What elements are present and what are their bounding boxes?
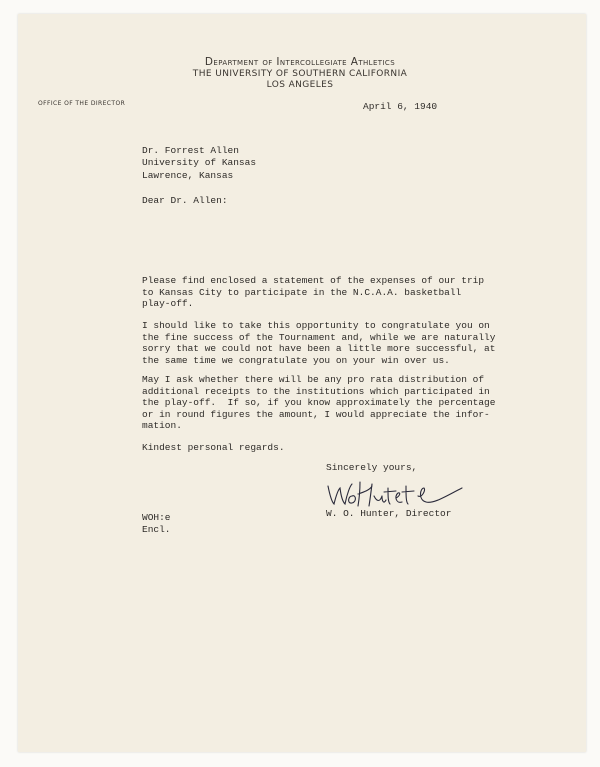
closing-remark: Kindest personal regards.	[142, 442, 285, 453]
recipient-city: Lawrence, Kansas	[142, 169, 234, 181]
salutation: Dear Dr. Allen:	[142, 195, 228, 206]
office-label: OFFICE OF THE DIRECTOR	[38, 100, 126, 107]
signer-name: W. O. Hunter, Director	[326, 508, 452, 519]
letterhead-department: Department of Intercollegiate Athletics	[204, 56, 396, 68]
recipient-address	[142, 145, 256, 182]
recipient-institution: University of Kansas	[142, 157, 257, 169]
letterhead-university: THE UNIVERSITY OF SOUTHERN CALIFORNIA	[192, 69, 408, 79]
recipient-name: Dr. Forrest Allen	[142, 145, 239, 156]
handwritten-signature	[322, 474, 472, 510]
paragraph-2: I should like to take this opportunity to congratulate you on the fine success of the Tournament and, while we are naturally sorry that we could not have been a little more successful, at the same time we congratulate you on your win over us.	[142, 320, 496, 366]
letter-date: April 6, 1940	[363, 101, 438, 112]
closing: Sincerely yours,	[326, 462, 418, 473]
enclosure-note: Encl.	[142, 524, 171, 536]
letterhead-city: LOS ANGELES	[266, 80, 334, 90]
paragraph-3: May I ask whether there will be any pro rata distribution of additional receipts to the institutions which participated in the play-off. If so, if you know approximately the percentage or in round figures the amount, I would appreciate the infor- mation.	[142, 374, 496, 432]
typist-initials: WOH:e	[142, 512, 171, 523]
reference-block	[142, 512, 171, 537]
paragraph-1: Please find enclosed a statement of the expenses of our trip to Kansas City to participate in the N.C.A.A. basketball play-off.	[142, 275, 485, 310]
